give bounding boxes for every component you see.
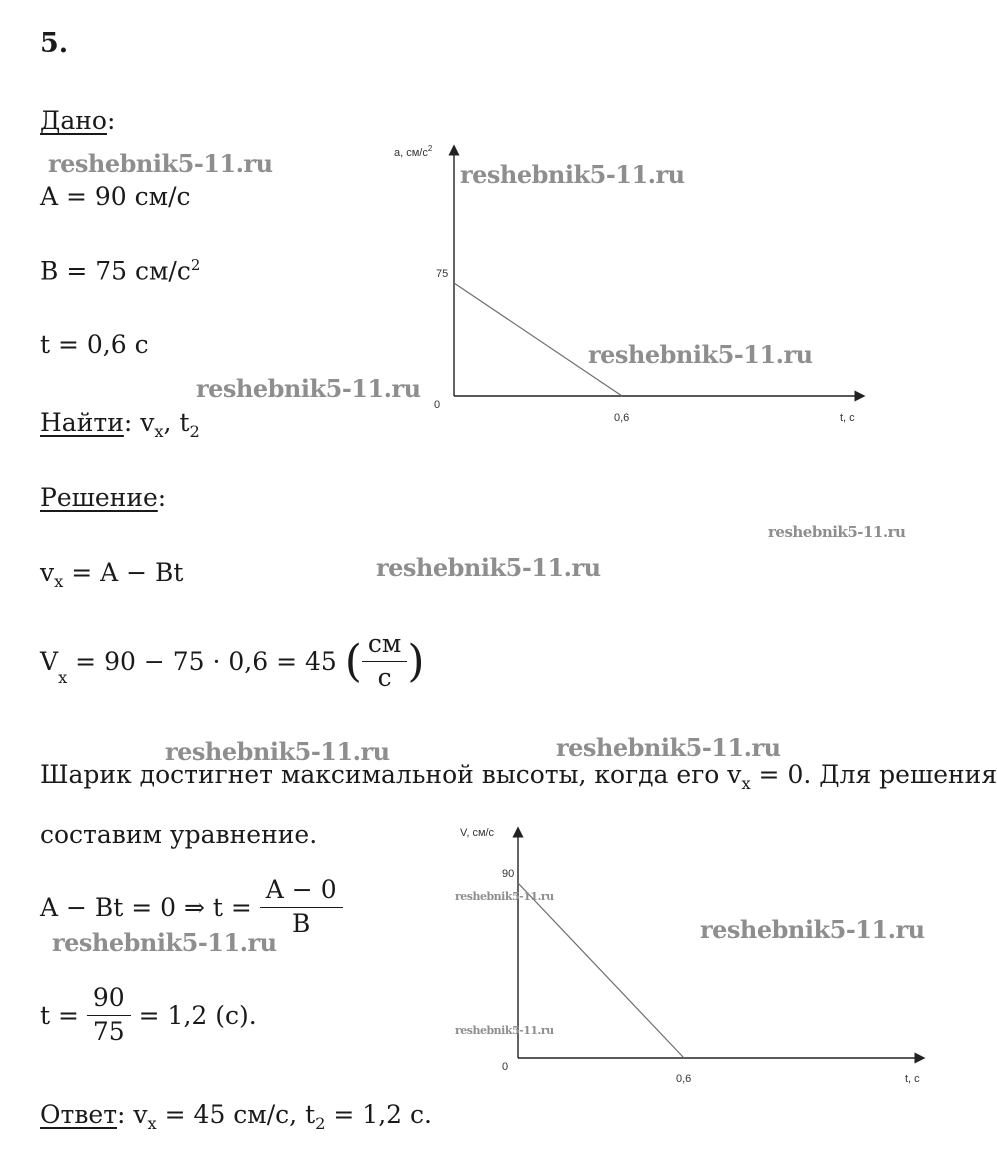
velocity-calculation: V $_x$ = 90 − 75 · 0,6 = 45 ( $\frac{см}{с}$ ) — [40, 629, 425, 692]
watermark: reshebnik5-11.ru — [376, 553, 601, 582]
time-calculation: t = $\frac{90}{75}$ = 1,2 (с). — [40, 983, 257, 1046]
origin-label: 0 — [502, 1061, 509, 1073]
watermark: reshebnik5-11.ru — [556, 733, 781, 762]
given-a: A = 90 см/с — [40, 182, 191, 211]
solution-heading: Решение: — [40, 483, 167, 512]
y-axis-label: V, см/с — [460, 827, 495, 839]
problem-number: 5. — [40, 28, 69, 59]
sentence-max-height: Шарик достигнет максимальной высоты, когда его $v_x = 0$. Для решения — [40, 760, 997, 793]
watermark: reshebnik5-11.ru — [165, 737, 390, 766]
watermark: reshebnik5-11.ru — [588, 340, 813, 369]
watermark: reshebnik5-11.ru — [768, 523, 906, 541]
x-tick-label: 0,6 — [614, 412, 630, 424]
unit-fraction: $\frac{см}{с}$ — [362, 630, 407, 693]
find-line: Найти: $v_x$, $t_2$ — [40, 408, 200, 441]
given-b: B = 75 $см/с^2$ — [40, 256, 201, 286]
watermark: reshebnik5-11.ru — [460, 160, 685, 189]
watermark: reshebnik5-11.ru — [700, 915, 925, 944]
watermark: reshebnik5-11.ru — [455, 1024, 554, 1037]
sentence-equation: составим уравнение. — [40, 820, 318, 849]
x-axis-label: t, с — [840, 412, 855, 424]
find-label: Найти — [40, 408, 124, 437]
given-label: Дано — [40, 106, 107, 135]
time-fraction: $\frac{A - 0}{B}$ — [260, 876, 343, 939]
solution-label: Решение — [40, 483, 158, 512]
y-tick-label: 75 — [436, 268, 449, 280]
formula-velocity: $v_x = A - Bt$ — [40, 558, 184, 591]
given-t: t = 0,6 с — [40, 330, 149, 359]
equation-time: A − Bt = 0 ⇒ t = $\frac{A - 0}{B}$ — [40, 876, 343, 939]
origin-label: 0 — [434, 399, 441, 411]
y-axis-label: a, $см/с^2$ — [394, 144, 433, 159]
given-heading: Дано: — [40, 106, 116, 135]
y-tick-label: 90 — [502, 868, 515, 880]
watermark: reshebnik5-11.ru — [196, 374, 421, 403]
watermark: reshebnik5-11.ru — [52, 928, 277, 957]
answer-label: Ответ — [40, 1100, 118, 1129]
watermark: reshebnik5-11.ru — [48, 149, 273, 178]
time-value-fraction: $\frac{90}{75}$ — [87, 984, 131, 1047]
velocity-chart — [450, 826, 930, 1112]
watermark: reshebnik5-11.ru — [455, 890, 554, 903]
x-axis-label: t, с — [905, 1073, 920, 1085]
x-tick-label: 0,6 — [676, 1073, 692, 1085]
answer-line: Ответ: $v_x = 45$ см/с, $t_2 = 1,2$ с. — [40, 1100, 432, 1133]
